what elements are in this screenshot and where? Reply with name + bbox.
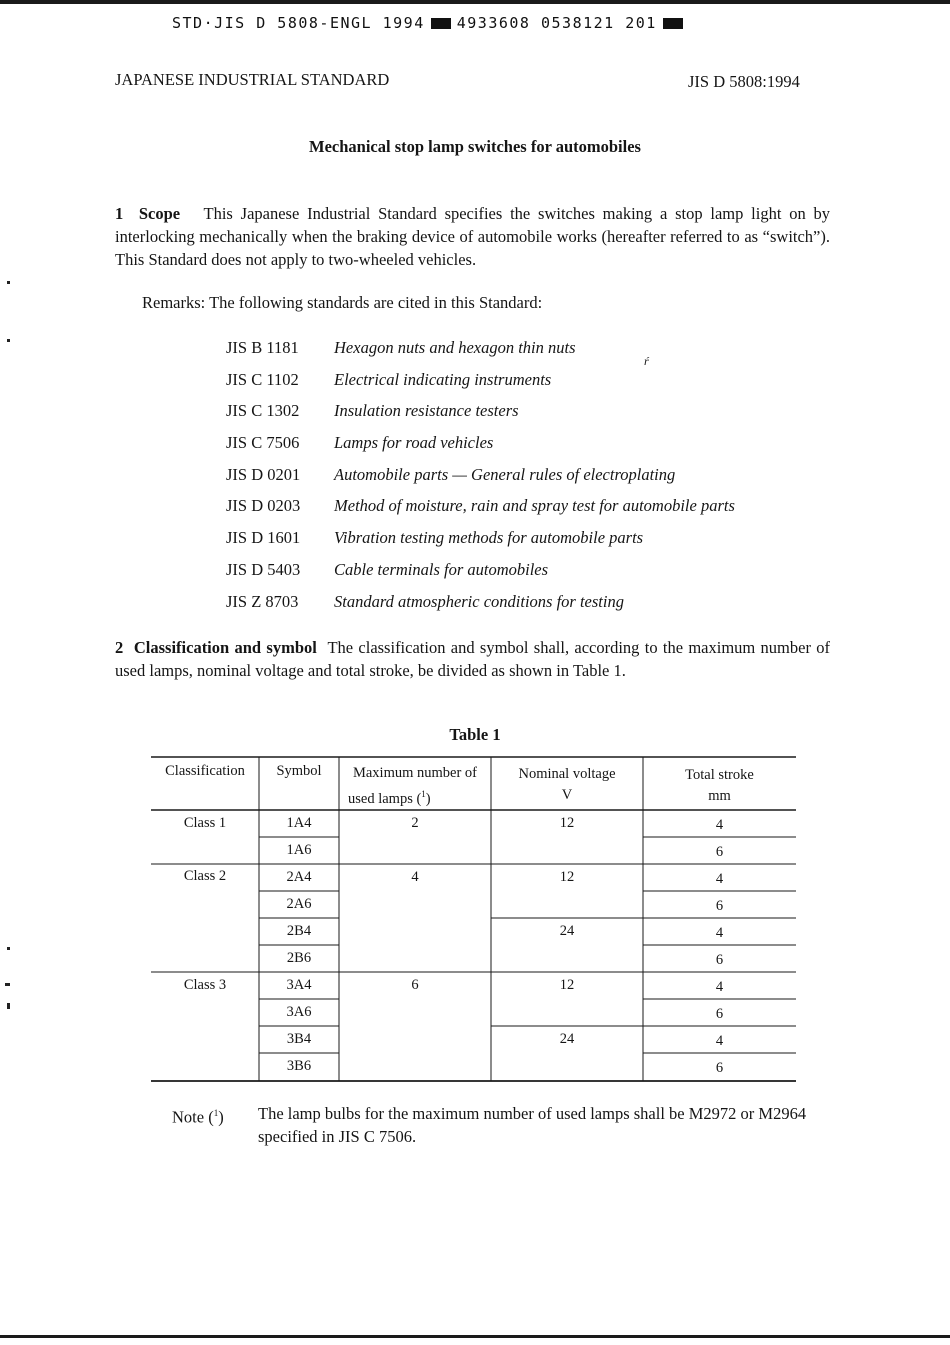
cited-standard-title: Electrical indicating instruments <box>334 369 552 389</box>
note-label <box>172 1102 224 1129</box>
note-label-close: ) <box>218 1107 224 1127</box>
col-header-voltage-label: Nominal voltage <box>518 766 616 782</box>
stroke-cell: 6 <box>715 1006 724 1022</box>
max-lamps-cell: 4 <box>411 869 419 885</box>
cited-standard-code: JIS D 1601 <box>226 528 301 548</box>
voltage-cell: 24 <box>559 1031 575 1047</box>
note-ref: 1 <box>213 1108 219 1118</box>
symbol-cell: 2A6 <box>286 896 312 912</box>
col-header-stroke <box>643 765 796 807</box>
stroke-cell: 6 <box>715 952 724 968</box>
cited-standard-code: JIS D 0203 <box>226 496 301 516</box>
stamp-left: STD·JIS D 5808-ENGL 1994 <box>172 14 425 32</box>
stamp-right: 4933608 0538121 201 <box>456 14 657 32</box>
stroke-cell: 4 <box>715 925 724 941</box>
stroke-cell: 6 <box>715 898 724 914</box>
cited-standard-title: Cable terminals for automobiles <box>334 559 549 579</box>
cited-standard-code: JIS B 1181 <box>226 338 299 357</box>
voltage-cell: 24 <box>559 923 575 939</box>
max-lamps-cell: 2 <box>411 815 419 831</box>
col-header-max-lamps-line1: Maximum number of <box>352 765 478 781</box>
scan-speck <box>7 339 10 342</box>
col-header-stroke-label: Total stroke <box>685 767 754 783</box>
col-header-max-lamps-line2 <box>339 784 491 810</box>
cited-standard-title: Method of moisture, rain and spray test for automobile parts <box>334 496 735 516</box>
col-header-symbol: Symbol <box>276 763 322 779</box>
symbol-cell: 2B4 <box>286 923 312 939</box>
col-header-classification: Classification <box>165 763 245 779</box>
stroke-cell: 6 <box>715 844 724 860</box>
cited-standard-code: JIS C 7506 <box>226 433 300 453</box>
standard-code: JIS D 5808:1994 <box>688 72 800 91</box>
scope-number: 1 <box>115 204 124 223</box>
cited-standard-title: Hexagon nuts and hexagon thin nuts <box>334 338 576 357</box>
classification-text: The classification and symbol shall, according to the maximum number of used lamps, nominal voltage and total stroke, be divided as shown in Table 1. <box>115 638 830 680</box>
note-label-text: Note ( <box>172 1107 214 1127</box>
symbol-cell: 1A6 <box>286 842 312 858</box>
scope-heading: Scope <box>138 204 181 223</box>
document-title: Mechanical stop lamp switches for automobiles <box>309 137 641 156</box>
lamps-close: ) <box>425 790 431 807</box>
stroke-cell: 4 <box>715 979 724 995</box>
col-header-max-lamps <box>339 763 491 810</box>
stroke-cell: 4 <box>715 817 724 833</box>
scan-speck <box>7 281 10 284</box>
note-ref: 1 <box>421 789 426 799</box>
table-caption: Table 1 <box>449 725 501 744</box>
note-text: The lamp bulbs for the maximum number of used lamps shall be M2972 or M2964 specified in JIS C 7506. <box>258 1104 807 1146</box>
voltage-cell: 12 <box>559 977 575 993</box>
symbol-cell: 3B4 <box>286 1031 312 1047</box>
lamps-label: used lamps ( <box>348 790 422 807</box>
col-header-voltage <box>491 764 643 806</box>
stroke-cell: 4 <box>715 1033 724 1049</box>
cited-standard-title: Vibration testing methods for automobile parts <box>334 528 644 548</box>
symbol-cell: 2A4 <box>286 869 312 885</box>
class-cell: Class 1 <box>183 815 227 831</box>
classification-heading: Classification and symbol <box>133 638 317 657</box>
scan-speck <box>5 983 10 986</box>
bottom-border <box>0 1335 950 1338</box>
stroke-cell: 4 <box>715 871 724 887</box>
cited-standard-title: Lamps for road vehicles <box>334 433 494 453</box>
cited-standard-code: JIS C 1302 <box>226 401 300 421</box>
class-cell: Class 2 <box>183 868 227 884</box>
cited-standard-title: Insulation resistance testers <box>334 401 519 421</box>
col-header-stroke-unit: mm <box>708 788 731 804</box>
stray-mark: ŕ <box>644 354 649 368</box>
symbol-cell: 3A4 <box>286 977 312 993</box>
stroke-cell: 6 <box>715 1060 724 1076</box>
standard-org: JAPANESE INDUSTRIAL STANDARD <box>115 70 390 89</box>
cited-standard-title: Automobile parts — General rules of electroplating <box>334 464 676 484</box>
scan-speck <box>7 1003 10 1009</box>
symbol-cell: 3B6 <box>286 1058 312 1074</box>
symbol-cell: 3A6 <box>286 1004 312 1020</box>
max-lamps-cell: 6 <box>411 977 419 993</box>
classification-number: 2 <box>115 638 124 657</box>
voltage-cell: 12 <box>559 869 575 885</box>
col-header-voltage-unit: V <box>561 787 573 803</box>
remarks: Remarks: The following standards are cited in this Standard: <box>142 293 543 312</box>
symbol-cell: 2B6 <box>286 950 312 966</box>
cited-standard-code: JIS C 1102 <box>226 369 299 389</box>
scope-text: This Japanese Industrial Standard specifies the switches making a stop lamp light on by interlocking mechanically when the braking device of automobile works (hereafter referred to as “switch”). This Standard does not apply to two-wheeled vehicles. <box>115 204 831 269</box>
voltage-cell: 12 <box>559 815 575 831</box>
scan-speck <box>7 947 10 950</box>
cited-standard-code: JIS D 0201 <box>226 464 301 484</box>
class-cell: Class 3 <box>183 977 227 993</box>
cited-standard-title: Standard atmospheric conditions for testing <box>334 591 624 611</box>
cited-standard-code: JIS Z 8703 <box>226 591 299 611</box>
cited-standard-code: JIS D 5403 <box>226 559 301 579</box>
symbol-cell: 1A4 <box>286 815 312 831</box>
